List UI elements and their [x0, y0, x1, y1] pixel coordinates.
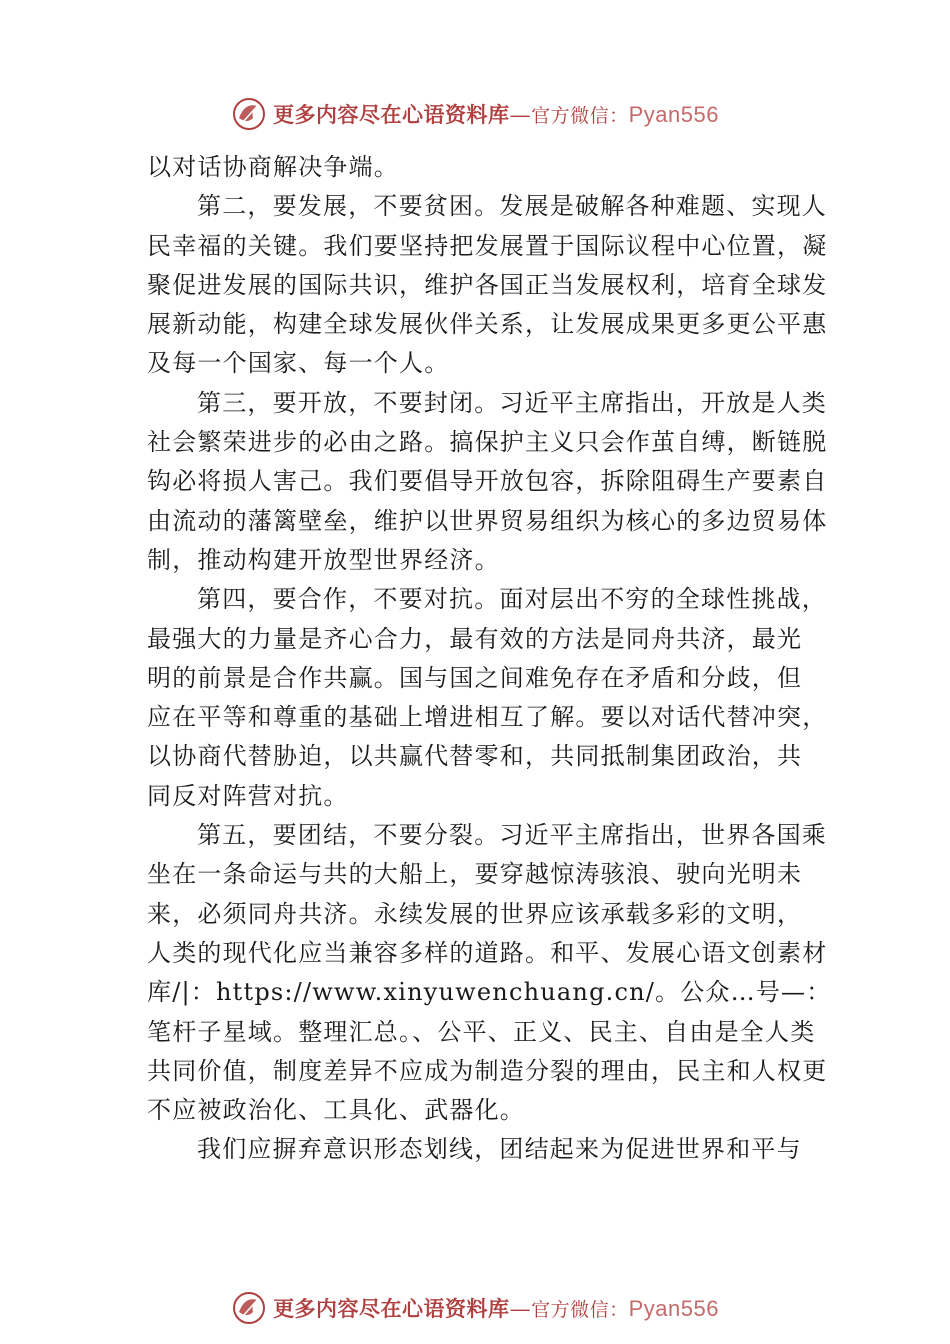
watermark-separator: —: [509, 103, 532, 127]
watermark-wechat-id: Pyan556: [628, 1296, 719, 1321]
watermark-wechat-id: Pyan556: [628, 102, 719, 127]
brand-logo-icon: [231, 1290, 267, 1326]
paragraph-third: 第三，要开放，不要封闭。习近平主席指出，开放是人类社会繁荣进步的必由之路。搞保护主义只会作茧自缚，断链脱钩必将损人害己。我们要倡导开放包容，拆除阻碍生产要素自由流动的藩篱壁垒，维护以世界贸易组织为核心的多边贸易体制，推动构建开放型世界经济。: [147, 388, 828, 574]
document-body: [147, 148, 835, 1170]
paragraph-closing: 我们应摒弃意识形态划线，团结起来为促进世界和平与: [197, 1135, 802, 1164]
watermark-separator: —: [509, 1297, 532, 1321]
watermark-label: 官方微信：: [531, 1299, 629, 1321]
watermark-label: 官方微信：: [531, 105, 629, 127]
watermark-title: 更多内容尽在心语资料库: [273, 1296, 510, 1321]
paragraph-second: 第二，要发展，不要贫困。发展是破解各种难题、实现人民幸福的关键。我们要坚持把发展置于国际议程中心位置，凝聚促进发展的国际共识，维护各国正当发展权利，培育全球发展新动能，构建全球发展伙伴关系，让发展成果更多更公平惠及每一个国家、每一个人。: [147, 192, 828, 378]
paragraph-fourth: 第四，要合作，不要对抗。面对层出不穷的全球性挑战， 最强大的力量是齐心合力，最有效的方法是同舟共济，最光 明的前景是合作共赢。国与国之间难免存在矛盾和分歧，但 应在平等和尊重的基础上增进相互了解。要以对话代替冲突， 以协商代替胁迫，以共赢代替零和，共同抵制集团政治，共 同反对阵营对抗。: [147, 585, 828, 810]
footer-watermark: [0, 1288, 950, 1328]
paragraph-continuation: 以对话协商解决争端。: [147, 153, 399, 181]
watermark-title: 更多内容尽在心语资料库: [273, 102, 510, 127]
paragraph-fifth: 第五，要团结，不要分裂。习近平主席指出，世界各国乘坐在一条命运与共的大船上，要穿越惊涛骇浪、驶向光明未来，必须同舟共济。永续发展的世界应该承载多彩的文明， 人类的现代化应当兼容多样的道路。和平、发展心语文创素材库/|：https://www.xinyuwenchuang.cn/。公众…号—：笔杆子星域。整理汇总。、公平、正义、民主、自由是全人类共同价值，制度差异不应成为制造分裂的理由，民主和人权更不应被政治化、工具化、武器化。: [147, 821, 832, 1125]
brand-logo-icon: [231, 96, 267, 132]
header-watermark: [0, 94, 950, 134]
